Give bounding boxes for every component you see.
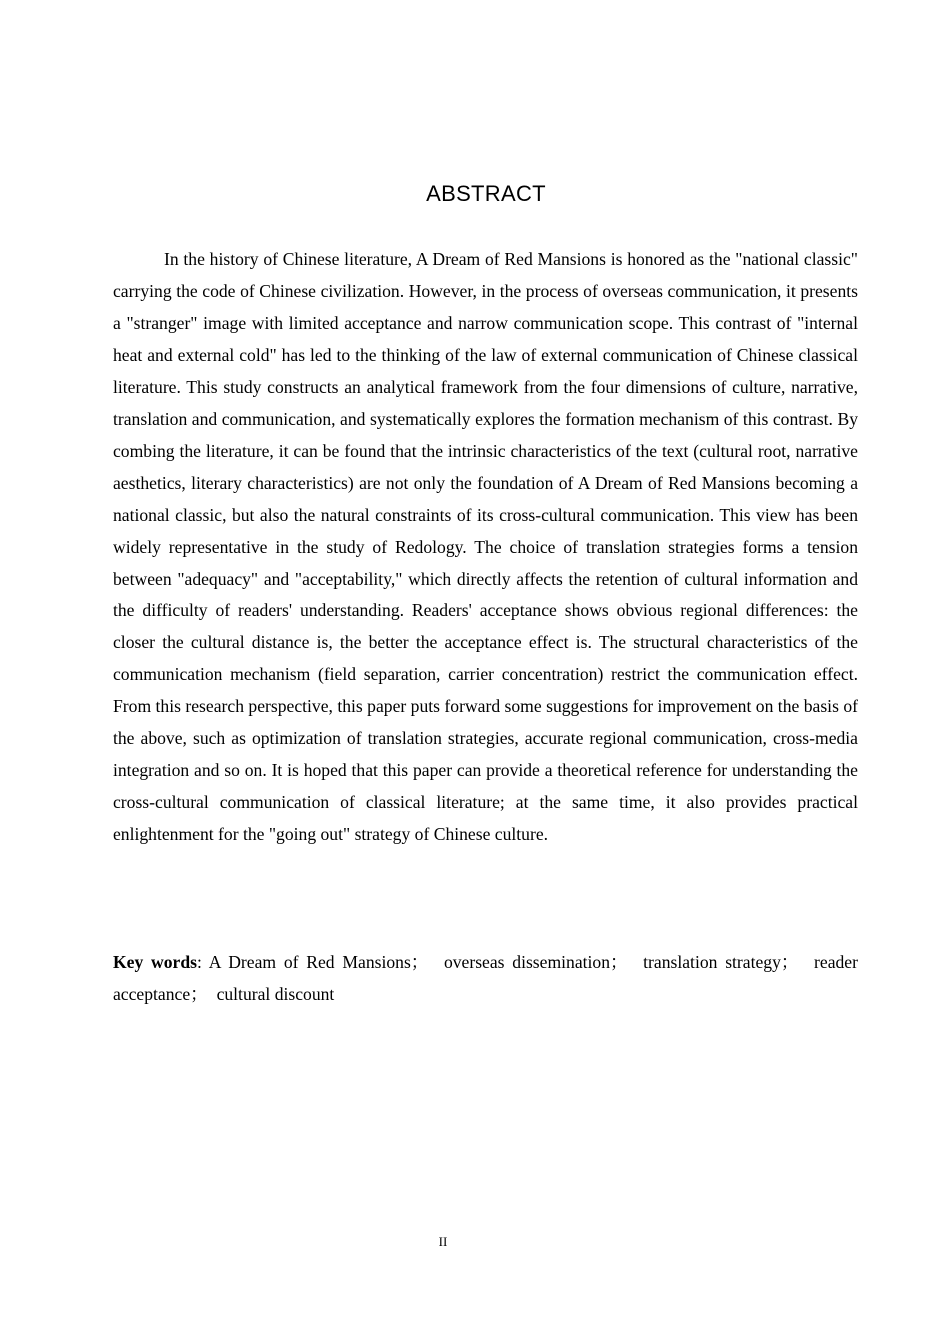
keywords-colon: : [197, 952, 209, 972]
abstract-paragraph: In the history of Chinese literature, A Dream of Red Mansions is honored as the "national classic" carrying the code of Chinese civilization. However, in the process of overseas communication, it presents a "stranger" image with limited acceptance and narrow communication scope. This contrast of "internal heat and external cold" has led to the thinking of the law of external communication of Chinese classical literature. This study constructs an analytical framework from the four dimensions of culture, narrative, translation and communication, and systematically explores the formation mechanism of this contrast. By combing the literature, it can be found that the intrinsic characteristics of the text (cultural root, narrative aesthetics, literary characteristics) are not only the foundation of A Dream of Red Mansions becoming a national classic, but also the natural constraints of its cross-cultural communication. This view has been widely representative in the study of Redology. The choice of translation strategies forms a tension between "adequacy" and "acceptability," which directly affects the retention of cultural information and the difficulty of readers' understanding. Readers' acceptance shows obvious regional differences: the closer the cultural distance is, the better the acceptance effect is. The structural characteristics of the communication mechanism (field separation, carrier concentration) restrict the communication effect. From this research perspective, this paper puts forward some suggestions for improvement on the basis of the above, such as optimization of translation strategies, accurate regional communication, cross-media integration and so on. It is hoped that this paper can provide a theoretical reference for understanding the cross-cultural communication of classical literature; at the same time, it also provides practical enlightenment for the "going out" strategy of Chinese culture. [113, 249, 858, 845]
abstract-title: ABSTRACT [426, 181, 546, 206]
keyword-item: reader acceptance [113, 952, 858, 1004]
keyword-item: overseas dissemination [443, 952, 611, 972]
keyword-item: translation strategy [643, 952, 781, 972]
keyword-separator: ； [610, 952, 644, 972]
keyword-separator: ； [190, 984, 217, 1004]
keywords-line [113, 946, 858, 1010]
keyword-separator: ； [410, 952, 444, 972]
keyword-separator: ； [780, 952, 815, 972]
page-number: II [438, 1234, 448, 1249]
keywords-label: Key words [113, 952, 198, 972]
keyword-item: cultural discount [216, 984, 335, 1004]
keyword-item: A Dream of Red Mansions [208, 952, 411, 972]
